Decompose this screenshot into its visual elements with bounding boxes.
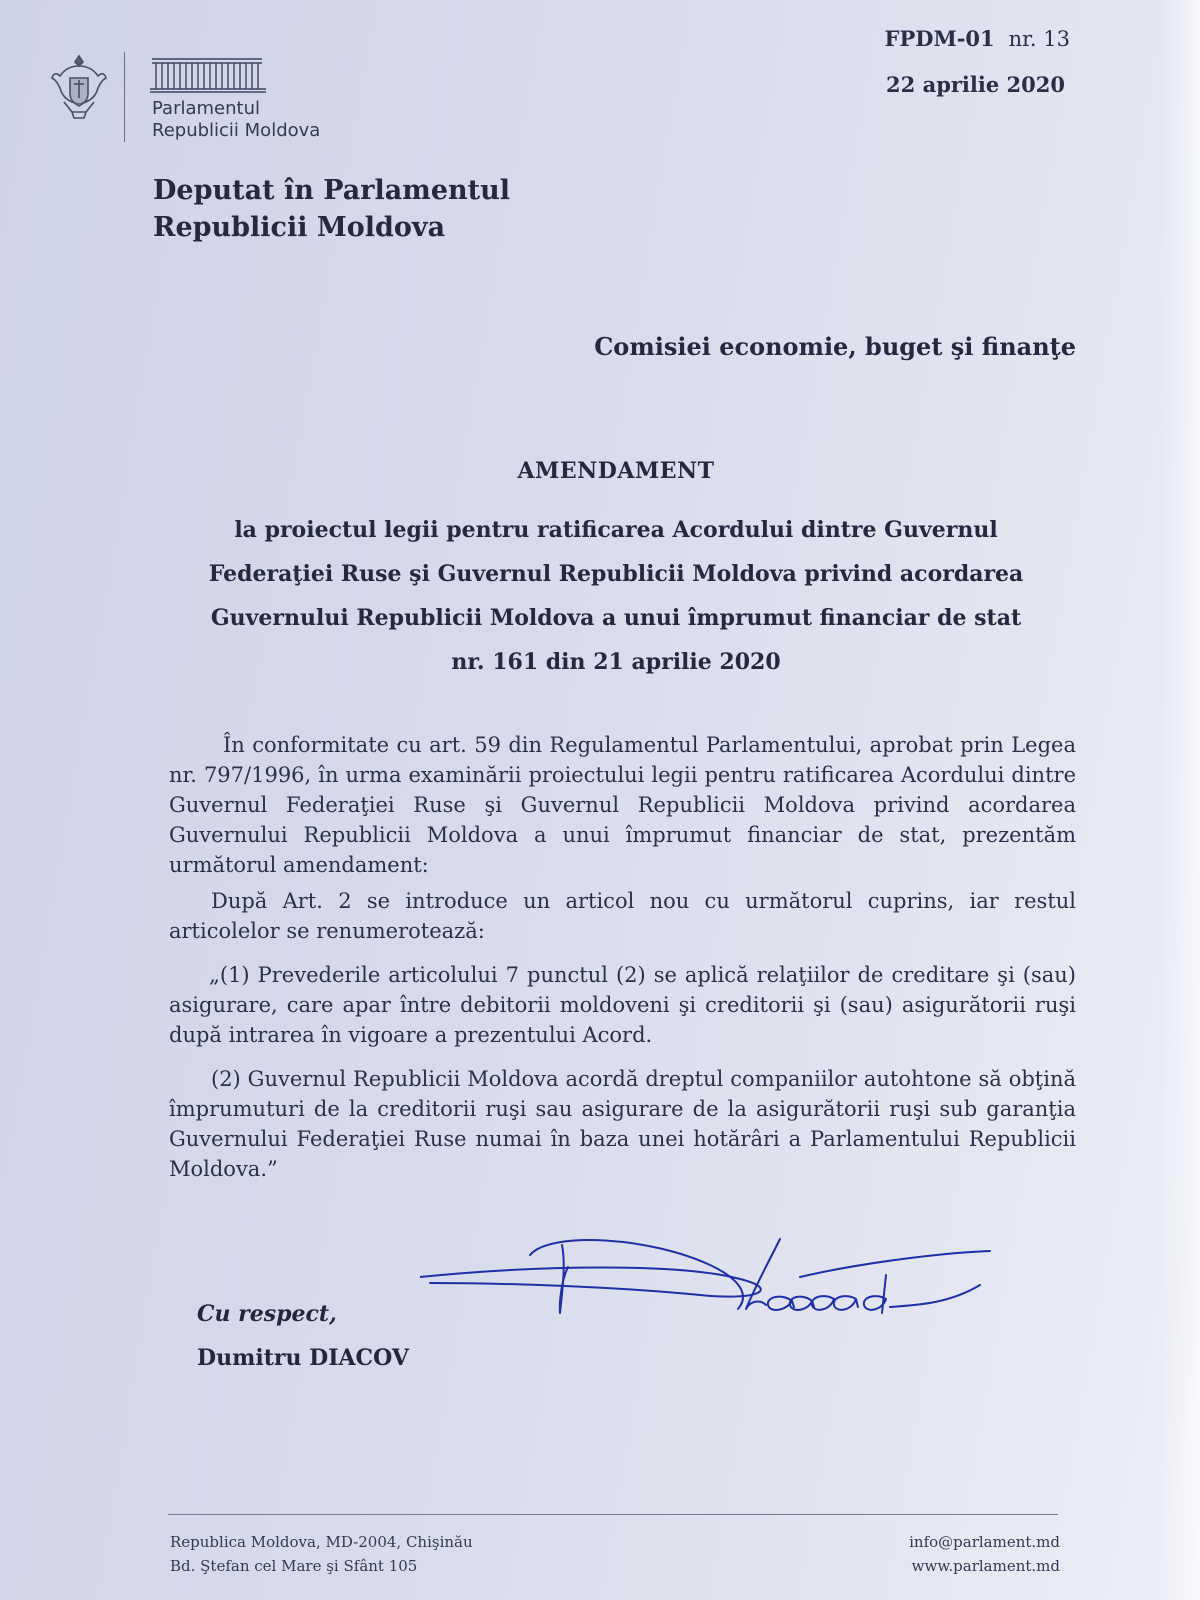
body-text xyxy=(169,730,1076,1192)
coat-of-arms-icon xyxy=(50,52,108,124)
subject-line4: nr. 161 din 21 aprilie 2020 xyxy=(451,649,781,675)
contact-email[interactable]: info@parlament.md xyxy=(909,1533,1060,1551)
deputy-title-line2: Republicii Moldova xyxy=(153,212,446,243)
address-line2: Bd. Ştefan cel Mare şi Sfânt 105 xyxy=(170,1557,418,1575)
footer-contact xyxy=(909,1530,1060,1578)
closing-greeting: Cu respect, xyxy=(197,1301,337,1327)
org-name-line1: Parlamentul xyxy=(152,98,260,119)
page-edge xyxy=(1160,0,1200,1600)
org-name-line2: Republicii Moldova xyxy=(152,120,321,141)
intro-paragraph: În conformitate cu art. 59 din Regulamentul Parlamentului, aprobat prin Legea nr. 797/1996, în urma examinării proiectului legii pentru ratificarea Acordului dintre Guvernul Federaţiei Ruse şi Guvernul Republicii Moldova privind acordarea Guvernului Republicii Moldova a unui împrumut financiar de stat, prezentăm următorul amendament: xyxy=(169,733,1076,877)
document-heading: AMENDAMENT xyxy=(517,458,715,484)
subject-line1: la proiectul legii pentru ratificarea Acordului dintre Guvernul xyxy=(234,517,998,543)
point-2-paragraph: (2) Guvernul Republicii Moldova acordă dreptul companiilor autohtone să obţină împrumuturi de la creditorii ruşi sau asigurare de la asigurătorii ruşi sub garanţia Guvernului Federaţiei Ruse numai în baza unei hotărâri a Parlamentului Republicii Moldova.” xyxy=(169,1067,1076,1181)
document-date: 22 aprilie 2020 xyxy=(886,72,1065,97)
document-reference xyxy=(885,26,1070,51)
deputy-title-line1: Deputat în Parlamentul xyxy=(153,175,511,206)
subject-line2: Federaţiei Ruse şi Guvernul Republicii Moldova privind acordarea xyxy=(208,561,1024,587)
subject-line3: Guvernului Republicii Moldova a unui împrumut financiar de stat xyxy=(210,605,1022,631)
closing xyxy=(197,1292,409,1380)
header-divider xyxy=(124,52,125,142)
footer-rule xyxy=(168,1514,1058,1515)
point-1-paragraph: „(1) Prevederile articolului 7 punctul (2) se aplică relaţiilor de creditare şi (sau) asigurare, care apar între debitorii moldoveni şi creditorii şi (sau) asigurătorii ruşi după intrarea în vigoare a prezentului Acord. xyxy=(169,963,1076,1047)
document-code: FPDM-01 xyxy=(884,26,995,51)
recipient: Comisiei economie, buget şi finanţe xyxy=(594,332,1076,361)
address-line1: Republica Moldova, MD-2004, Chişinău xyxy=(170,1533,473,1551)
parliament-building-icon xyxy=(150,55,268,93)
document-number: nr. 13 xyxy=(1008,27,1070,51)
article-paragraph: După Art. 2 se introduce un articol nou cu următorul cuprins, iar restul articolelor se renumerotează: xyxy=(169,889,1076,943)
document-subject xyxy=(150,508,1082,684)
handwritten-signature xyxy=(420,1235,1020,1365)
signer-name: Dumitru DIACOV xyxy=(197,1345,409,1371)
organization-name xyxy=(152,98,320,142)
deputy-title xyxy=(153,172,510,246)
contact-website[interactable]: www.parlament.md xyxy=(911,1557,1060,1575)
footer-address xyxy=(170,1530,473,1578)
